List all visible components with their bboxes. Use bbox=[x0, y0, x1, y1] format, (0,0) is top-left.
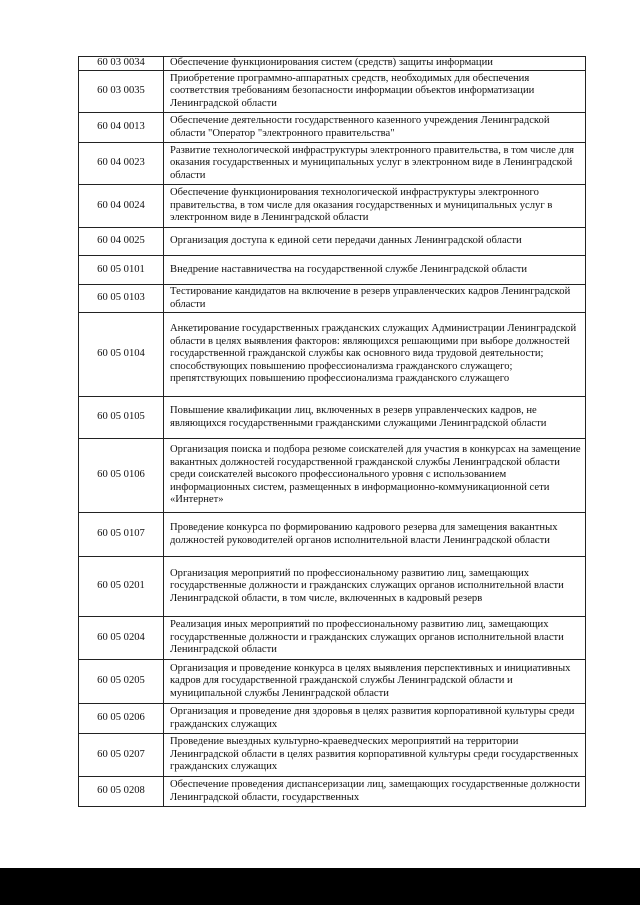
table-row bbox=[79, 185, 586, 228]
row-code: 60 04 0023 bbox=[79, 143, 164, 185]
table-row bbox=[79, 617, 586, 660]
table-row bbox=[79, 143, 586, 185]
row-code: 60 05 0204 bbox=[79, 617, 164, 660]
table-row bbox=[79, 397, 586, 439]
row-code: 60 05 0101 bbox=[79, 256, 164, 285]
row-code: 60 05 0106 bbox=[79, 439, 164, 513]
table-row bbox=[79, 439, 586, 513]
table-row bbox=[79, 57, 586, 71]
row-code: 60 05 0105 bbox=[79, 397, 164, 439]
row-code: 60 05 0208 bbox=[79, 777, 164, 807]
scan-bottom-border bbox=[0, 868, 640, 905]
row-description: Тестирование кандидатов на включение в резерв управленческих кадров Ленинградской области bbox=[164, 285, 586, 313]
row-code: 60 05 0206 bbox=[79, 704, 164, 734]
row-description: Приобретение программно-аппаратных средств, необходимых для обеспечения соответствия требованиям безопасности информации объектов информатизации Ленинградской области bbox=[164, 71, 586, 113]
budget-codes-table bbox=[78, 56, 586, 807]
row-code: 60 05 0207 bbox=[79, 734, 164, 777]
table-row bbox=[79, 113, 586, 143]
row-description: Организация и проведение дня здоровья в целях развития корпоративной культуры среди гражданских служащих bbox=[164, 704, 586, 734]
row-description: Внедрение наставничества на государственной службе Ленинградской области bbox=[164, 256, 586, 285]
row-description: Повышение квалификации лиц, включенных в резерв управленческих кадров, не являющихся государственными гражданскими служащими Ленинградской области bbox=[164, 397, 586, 439]
row-code: 60 03 0034 bbox=[79, 57, 164, 71]
row-description: Реализация иных мероприятий по профессиональному развитию лиц, замещающих государственные должности и гражданских служащих органов исполнительной власти Ленинградской области bbox=[164, 617, 586, 660]
table-row bbox=[79, 777, 586, 807]
table-row bbox=[79, 285, 586, 313]
row-code: 60 04 0024 bbox=[79, 185, 164, 228]
row-description: Организация поиска и подбора резюме соискателей для участия в конкурсах на замещение вакантных должностей государственной гражданской службы Ленинградской области среди соискателей высокого профессионального уровня с использованием информационных систем, размещенных в информационно-коммуникационной сети «Интернет» bbox=[164, 439, 586, 513]
row-description: Проведение выездных культурно-краеведческих мероприятий на территории Ленинградской области в целях развития корпоративной культуры среди государственных гражданских служащих bbox=[164, 734, 586, 777]
row-description: Обеспечение функционирования технологической инфраструктуры электронного правительства, в том числе для оказания государственных и муниципальных услуг в электронном виде в Ленинградской области bbox=[164, 185, 586, 228]
row-description: Организация и проведение конкурса в целях выявления перспективных и инициативных кадров для государственной гражданской службы Ленинградской области и муниципальной службы Ленинградской области bbox=[164, 660, 586, 704]
table-row bbox=[79, 513, 586, 557]
table-row bbox=[79, 313, 586, 397]
row-code: 60 04 0025 bbox=[79, 228, 164, 256]
row-code: 60 05 0103 bbox=[79, 285, 164, 313]
table-row bbox=[79, 256, 586, 285]
table-row bbox=[79, 228, 586, 256]
row-code: 60 05 0107 bbox=[79, 513, 164, 557]
row-code: 60 05 0205 bbox=[79, 660, 164, 704]
row-code: 60 05 0201 bbox=[79, 557, 164, 617]
row-description: Проведение конкурса по формированию кадрового резерва для замещения вакантных должностей руководителей органов исполнительной власти Ленинградской области bbox=[164, 513, 586, 557]
row-description: Обеспечение деятельности государственного казенного учреждения Ленинградской области "Оператор "электронного правительства" bbox=[164, 113, 586, 143]
table-row bbox=[79, 660, 586, 704]
row-description: Обеспечение проведения диспансеризации лиц, замещающих государственные должности Ленинградской области, государственных bbox=[164, 777, 586, 807]
table-row bbox=[79, 704, 586, 734]
row-description: Обеспечение функционирования систем (средств) защиты информации bbox=[164, 57, 586, 71]
row-code: 60 05 0104 bbox=[79, 313, 164, 397]
row-code: 60 04 0013 bbox=[79, 113, 164, 143]
codes-table bbox=[78, 56, 586, 807]
row-code: 60 03 0035 bbox=[79, 71, 164, 113]
row-description: Развитие технологической инфраструктуры электронного правительства, в том числе для оказания государственных и муниципальных услуг в электронном виде в Ленинградской области bbox=[164, 143, 586, 185]
table-row bbox=[79, 71, 586, 113]
table-row bbox=[79, 557, 586, 617]
row-description: Анкетирование государственных гражданских служащих Администрации Ленинградской области в целях выявления факторов: являющихся решающими при выборе должностей государственной гражданской службы как основного вида трудовой деятельности; способствующих повышению профессионализма гражданского служащего; препятствующих повышению профессионализма гражданского служащего bbox=[164, 313, 586, 397]
row-description: Организация доступа к единой сети передачи данных Ленинградской области bbox=[164, 228, 586, 256]
table-row bbox=[79, 734, 586, 777]
row-description: Организация мероприятий по профессиональному развитию лиц, замещающих государственные должности и гражданских служащих органов исполнительной власти Ленинградской области, в том числе, включенных в кадровый резерв bbox=[164, 557, 586, 617]
